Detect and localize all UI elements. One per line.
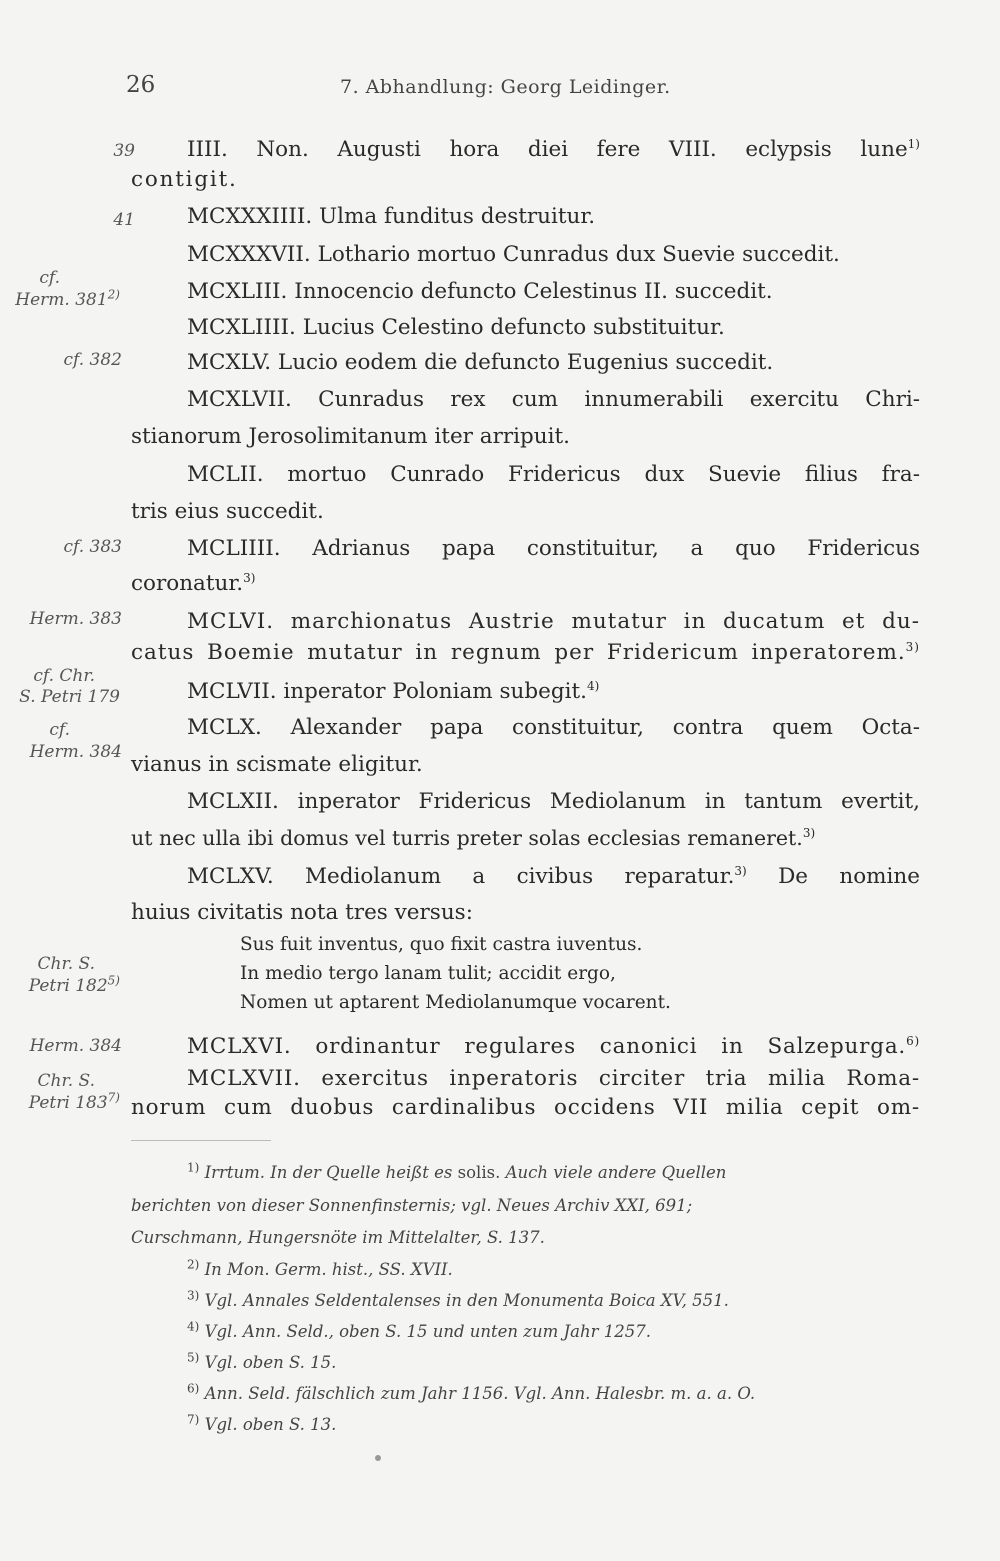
footnote: $^{5)}$ Vgl. oben S. 15. <box>187 1350 337 1372</box>
text-line: norum cum duobus cardinalibus occidens VII milia cepit om- <box>131 1095 920 1120</box>
margin-note: Petri 182$^{5)}$ <box>28 973 120 996</box>
verse-line: In medio tergo lanam tulit; accidit ergo, <box>240 963 616 984</box>
ink-speck <box>375 1455 381 1461</box>
text-line: MCLXII. inperator Fridericus Mediolanum in tantum evertit, <box>187 789 920 814</box>
footnote: $^{7)}$ Vgl. oben S. 13. <box>187 1412 337 1434</box>
margin-note: 39 <box>113 141 135 161</box>
text-line: huius civitatis nota tres versus: <box>131 900 473 925</box>
text-line: MCXLV. Lucio eodem die defuncto Eugenius succedit. <box>187 350 774 375</box>
footnote: $^{2)}$ In Mon. Germ. hist., SS. XVII. <box>187 1257 453 1279</box>
running-title: 7. Abhandlung: Georg Leidinger. <box>340 76 671 98</box>
margin-note: cf. Chr. <box>33 666 95 686</box>
text-line: MCLXV. Mediolanum a civibus reparatur.$^{3)}$ De nomine <box>187 863 920 889</box>
text-line: vianus in scismate eligitur. <box>131 752 423 777</box>
footnote: $^{4)}$ Vgl. Ann. Seld., oben S. 15 und unten zum Jahr 1257. <box>187 1319 651 1341</box>
margin-note: Herm. 384 <box>29 742 122 762</box>
margin-note: Chr. S. <box>37 954 95 974</box>
verse-line: Nomen ut aptarent Mediolanumque vocarent. <box>240 992 671 1013</box>
margin-note: S. Petri 179 <box>19 687 120 707</box>
text-line: MCXLIII. Innocencio defuncto Celestinus II. succedit. <box>187 279 773 304</box>
footnote: $^{3)}$ Vgl. Annales Seldentalenses in den Monumenta Boica XV, 551. <box>187 1288 729 1310</box>
margin-note: cf. 382 <box>63 350 122 370</box>
text-line: MCLVII. inperator Poloniam subegit.$^{4)}$ <box>187 678 600 704</box>
margin-note: Petri 183$^{7)}$ <box>28 1090 120 1113</box>
text-line: MCXLIIII. Lucius Celestino defuncto substituitur. <box>187 315 725 340</box>
margin-note: Herm. 381$^{2)}$ <box>15 287 120 310</box>
margin-note: cf. <box>49 720 70 740</box>
text-line: IIII. Non. Augusti hora diei fere VIII. eclypsis lune$^{1)}$ <box>187 136 920 162</box>
margin-note: Herm. 384 <box>29 1036 122 1056</box>
page-number: 26 <box>126 72 156 98</box>
margin-note: Chr. S. <box>37 1071 95 1091</box>
text-line: tris eius succedit. <box>131 499 324 524</box>
text-line: MCXXXVII. Lothario mortuo Cunradus dux Suevie succedit. <box>187 242 840 267</box>
margin-note: cf. 383 <box>63 537 122 557</box>
text-line: MCXXXIIII. Ulma funditus destruitur. <box>187 204 596 229</box>
text-line: MCLXVII. exercitus inperatoris circiter tria milia Roma- <box>187 1066 920 1091</box>
footnote: berichten von dieser Sonnenfinsternis; vgl. Neues Archiv XXI, 691; <box>131 1196 693 1215</box>
text-line: catus Boemie mutatur in regnum per Fridericum inperatorem.$^{3)}$ <box>131 639 920 665</box>
text-line: MCLII. mortuo Cunrado Fridericus dux Suevie filius fra- <box>187 462 920 487</box>
margin-note: Herm. 383 <box>29 609 122 629</box>
text-line: MCLXVI. ordinantur regulares canonici in Salzepurga.$^{6)}$ <box>187 1033 920 1059</box>
text-line: MCLIIII. Adrianus papa constituitur, a quo Fridericus <box>187 536 920 561</box>
margin-note: 41 <box>113 210 135 230</box>
footnote-rule <box>131 1140 271 1141</box>
footnote: Curschmann, Hungersnöte im Mittelalter, S. 137. <box>131 1228 545 1247</box>
text-line: contigit. <box>131 167 238 192</box>
text-line: stianorum Jerosolimitanum iter arripuit. <box>131 424 570 449</box>
text-line: coronatur.$^{3)}$ <box>131 570 256 596</box>
text-line: ut nec ulla ibi domus vel turris preter solas ecclesias remaneret.$^{3)}$ <box>131 826 816 850</box>
text-line: MCLX. Alexander papa constituitur, contra quem Octa- <box>187 715 920 740</box>
verse-line: Sus fuit inventus, quo fixit castra iuventus. <box>240 934 643 955</box>
text-line: MCLVI. marchionatus Austrie mutatur in ducatum et du- <box>187 609 920 634</box>
text-line: MCXLVII. Cunradus rex cum innumerabili exercitu Chri- <box>187 387 920 412</box>
margin-note: cf. <box>39 268 60 288</box>
footnote: $^{1)}$ Irrtum. In der Quelle heißt es solis. Auch viele andere Quellen <box>187 1160 727 1182</box>
footnote: $^{6)}$ Ann. Seld. fälschlich zum Jahr 1156. Vgl. Ann. Halesbr. m. a. a. O. <box>187 1381 756 1403</box>
